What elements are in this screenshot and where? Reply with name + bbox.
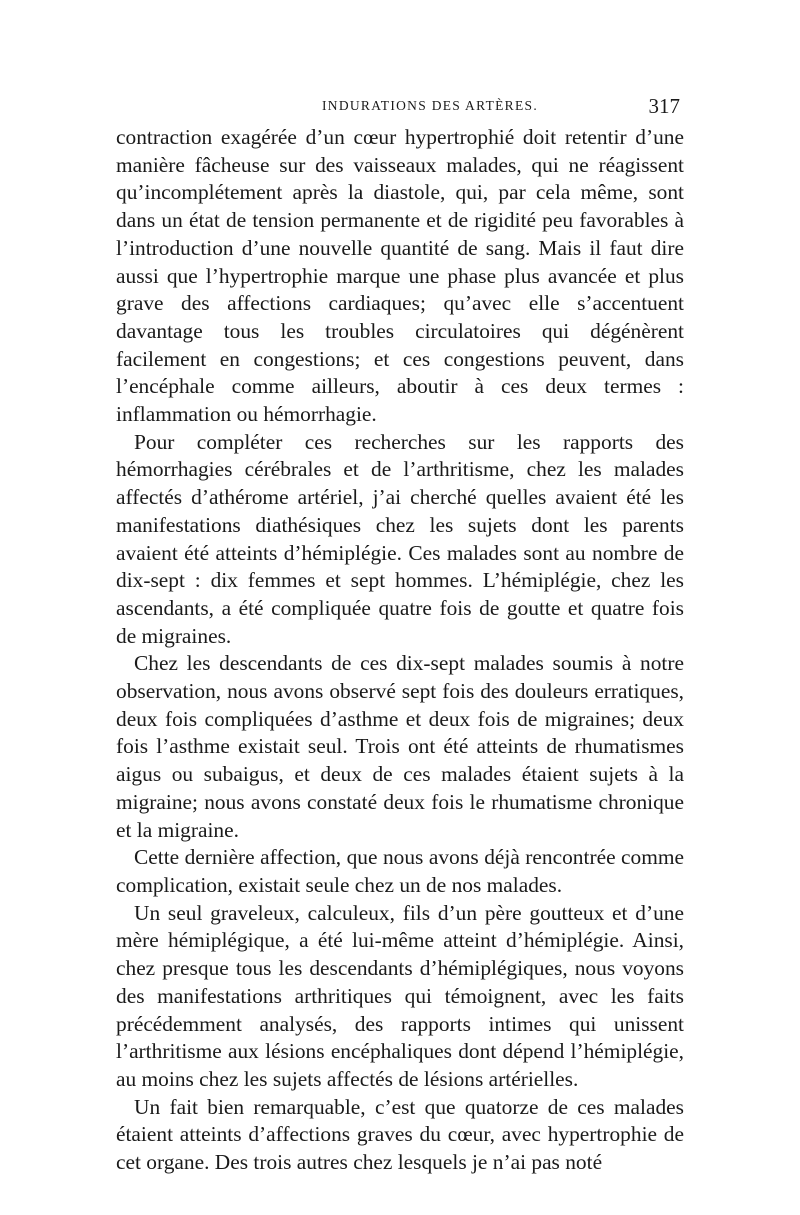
paragraph: Chez les descendants de ces dix-sept malades soumis à notre observation, nous avons observé sept fois des douleurs erratiques, deux fois compliquées d’asthme et deux fois de migraines; deux fois l’asthme existait seul. Trois ont été atteints de rhumatismes aigus ou subaigus, et deux de ces malades étaient sujets à la migraine; nous avons constaté deux fois le rhumatisme chronique et la migraine. — [116, 651, 684, 842]
running-head — [116, 94, 684, 122]
paragraph: Un fait bien remarquable, c’est que quatorze de ces malades étaient atteints d’affections graves du cœur, avec hypertrophie de cet organe. Des trois autres chez lesquels je n’ai pas noté — [116, 1094, 684, 1175]
paragraph: Cette dernière affection, que nous avons déjà rencontrée comme complication, existait seule chez un de nos malades. — [116, 845, 684, 897]
running-title: INDURATIONS DES ARTÈRES. — [321, 98, 539, 113]
body-text — [116, 124, 684, 1177]
paragraph: Un seul graveleux, calculeux, fils d’un père goutteux et d’une mère hémiplégique, a été lui-même atteint d’hémiplégie. Ainsi, chez presque tous les descendants d’hémiplégiques, nous voyons des manifestations arthritiques qui témoignent, avec les faits précédemment analysés, des rapports intimes qui unissent l’arthritisme aux lésions encéphaliques dont dépend l’hémiplégie, au moins chez les sujets affectés de lésions artérielles. — [116, 900, 684, 1091]
book-page — [116, 94, 684, 1177]
paragraph-continued: contraction exagérée d’un cœur hypertrophié doit retentir d’une manière fâcheuse sur des vaisseaux malades, qui ne réagissent qu’incomplétement après la diastole, qui, par cela même, sont dans un état de tension permanente et de rigidité peu favorables à l’introduction d’une nouvelle quantité de sang. Mais il faut dire aussi que l’hypertrophie marque une phase plus avancée et plus grave des affections cardiaques; qu’avec elle s’accentuent davantage tous les troubles circulatoires qui dégénèrent facilement en congestions; et ces congestions peuvent, dans l’encéphale comme ailleurs, aboutir à ces deux termes : inflammation ou hémorrhagie. — [116, 125, 684, 427]
paragraph: Pour compléter ces recherches sur les rapports des hémorrhagies cérébrales et de l’arthritisme, chez les malades affectés d’athérome artériel, j’ai cherché quelles avaient été les manifestations diathésiques chez les sujets dont les parents avaient été atteints d’hémiplégie. Ces malades sont au nombre de dix-sept : dix femmes et sept hommes. L’hémiplégie, chez les ascendants, a été compliquée quatre fois de goutte et quatre fois de migraines. — [116, 429, 684, 648]
page-number: 317 — [648, 94, 680, 118]
